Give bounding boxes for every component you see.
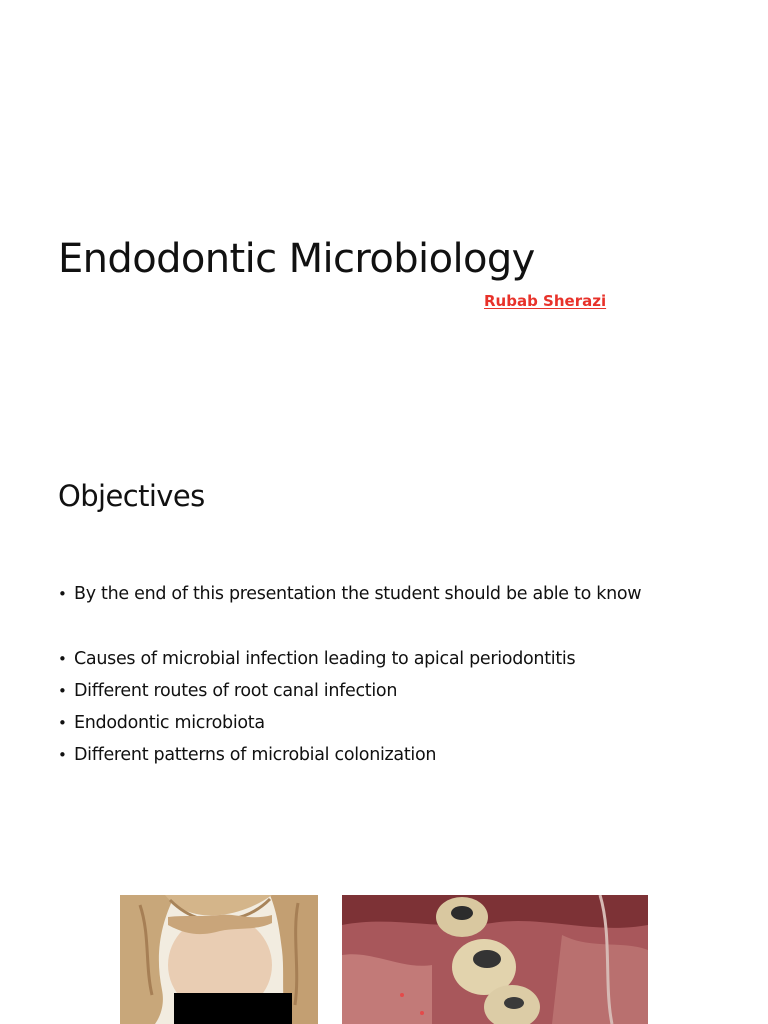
oral-cavity-image [342, 895, 648, 1024]
list-item: • Endodontic microbiota [58, 711, 641, 743]
objectives-list [58, 582, 641, 775]
author-name: Rubab Sherazi [484, 292, 607, 310]
slide-title: Endodontic Microbiology [58, 236, 535, 282]
patient-face-image [120, 895, 318, 1024]
oral-cavity-photo [342, 895, 648, 1024]
patient-face-photo [120, 895, 318, 1024]
objectives-intro: • By the end of this presentation the student should be able to know [58, 582, 641, 614]
list-item: • Different patterns of microbial colonization [58, 743, 641, 775]
objectives-heading: Objectives [58, 479, 205, 513]
list-item: • Different routes of root canal infection [58, 679, 641, 711]
list-item: • Causes of microbial infection leading to apical periodontitis [58, 647, 641, 679]
